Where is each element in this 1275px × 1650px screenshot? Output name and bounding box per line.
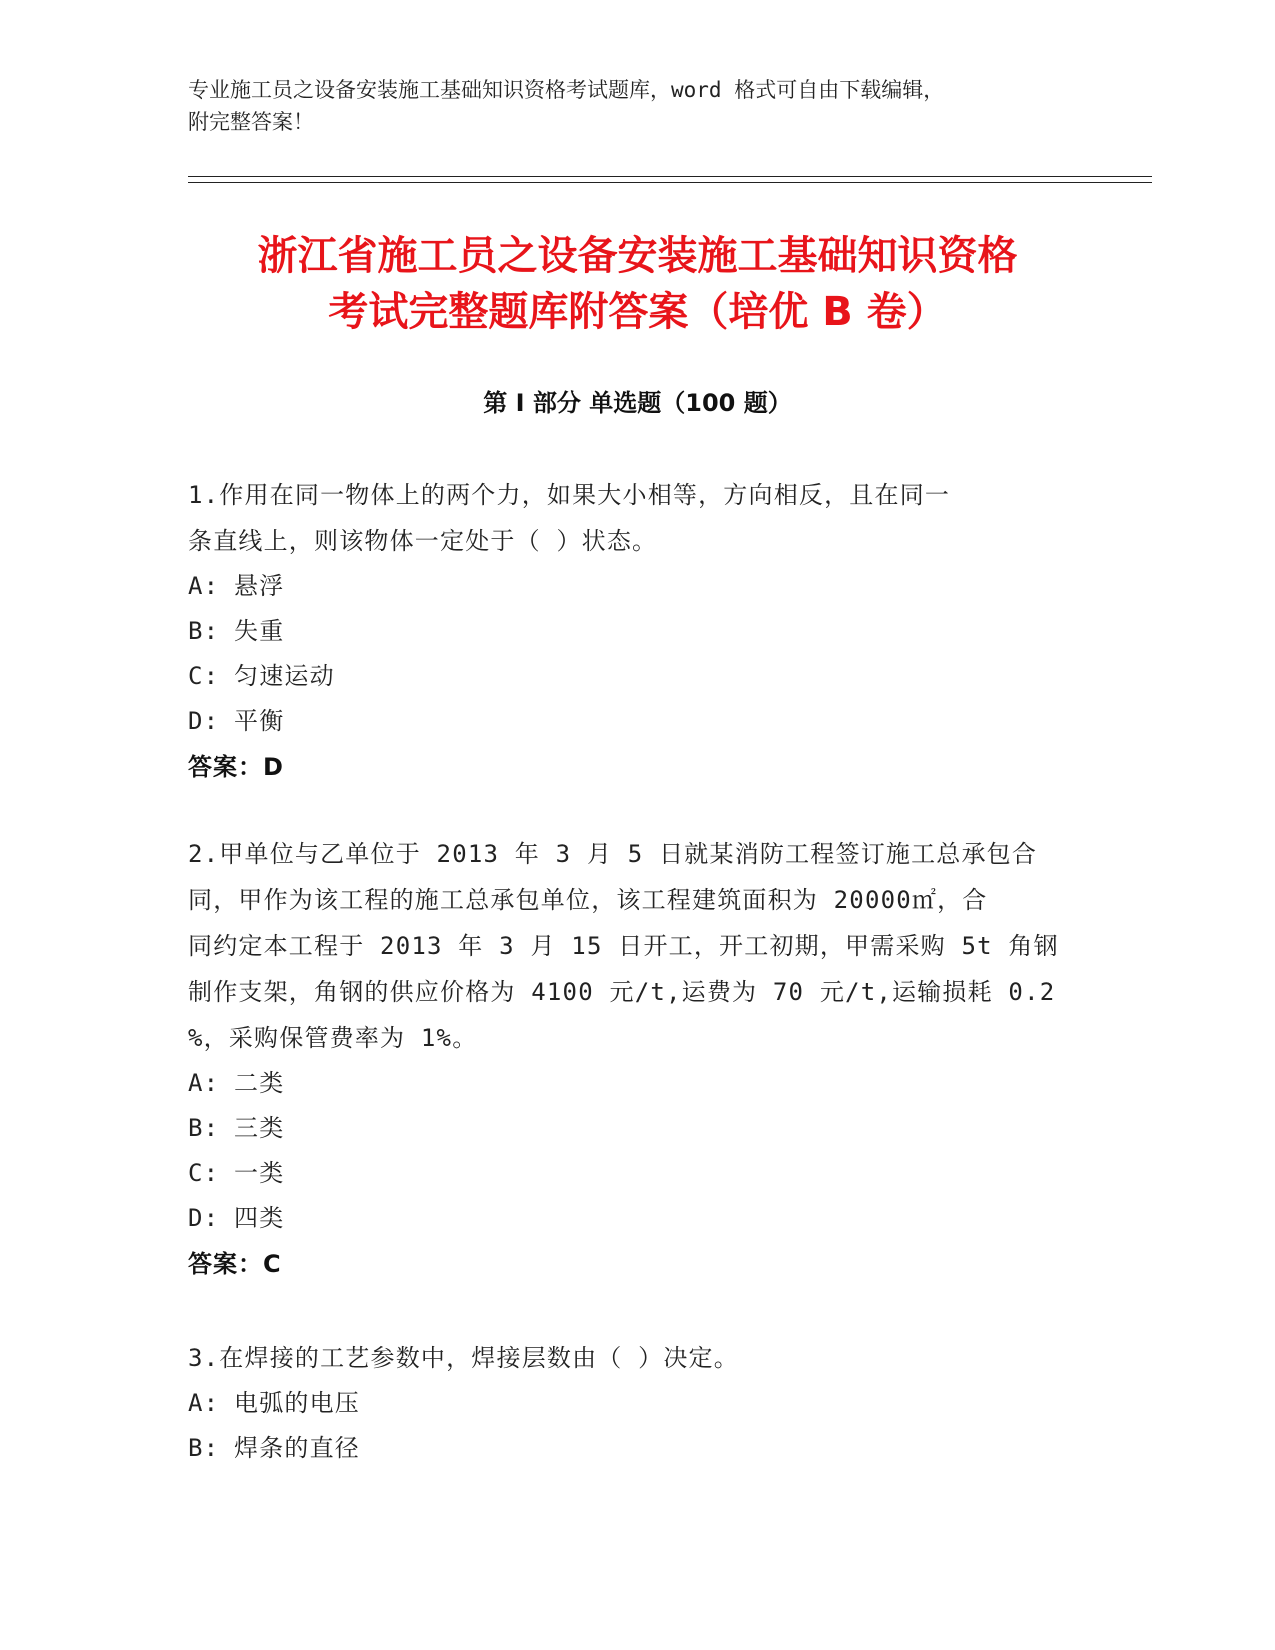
question-stem-line: %，采购保管费率为 1%。 (188, 1024, 478, 1052)
option-text: 三类 (234, 1114, 285, 1142)
option-text: 悬浮 (234, 572, 285, 600)
header-divider-top (188, 176, 1152, 177)
option-text: 失重 (234, 617, 285, 645)
question-stem-line: 1.作用在同一物体上的两个力，如果大小相等，方向相反，且在同一 (188, 481, 951, 509)
question-2 (188, 831, 1083, 1287)
option-key: C: (188, 662, 220, 690)
question-stem-line: 3.在焊接的工艺参数中，焊接层数由（ ）决定。 (188, 1344, 739, 1372)
header-note-line-2: 附完整答案！ (188, 110, 314, 134)
document-title (0, 228, 1275, 340)
option-key: A: (188, 1069, 220, 1097)
option-key: A: (188, 1389, 220, 1417)
question-1 (188, 472, 1083, 790)
option-d (188, 699, 1083, 744)
option-b (188, 1426, 1083, 1471)
option-text: 二类 (234, 1069, 285, 1097)
option-b (188, 1106, 1083, 1151)
question-stem-line: 同，甲作为该工程的施工总承包单位，该工程建筑面积为 20000㎡，合 (188, 886, 988, 914)
option-key: B: (188, 1114, 220, 1142)
option-key: A: (188, 572, 220, 600)
option-text: 电弧的电压 (234, 1389, 360, 1417)
option-a (188, 1381, 1083, 1426)
question-stem-line: 同约定本工程于 2013 年 3 月 15 日开工，开工初期，甲需采购 5t 角钢 (188, 932, 1059, 960)
option-key: B: (188, 1434, 220, 1462)
option-c (188, 1151, 1083, 1196)
option-b (188, 609, 1083, 654)
option-text: 平衡 (234, 707, 285, 735)
option-d (188, 1196, 1083, 1241)
answer: 答案：C (188, 1250, 282, 1278)
document-title-line-2: 考试完整题库附答案（培优 B 卷） (328, 289, 947, 335)
header-divider-bottom (188, 182, 1152, 183)
option-c (188, 654, 1083, 699)
answer: 答案：D (188, 753, 284, 781)
header-note (188, 74, 1088, 138)
option-a (188, 564, 1083, 609)
option-key: D: (188, 707, 220, 735)
section-heading: 第 I 部分 单选题（100 题） (483, 389, 792, 417)
option-text: 一类 (234, 1159, 285, 1187)
option-text: 焊条的直径 (234, 1434, 360, 1462)
question-stem-line: 2.甲单位与乙单位于 2013 年 3 月 5 日就某消防工程签订施工总承包合 (188, 840, 1038, 868)
option-key: B: (188, 617, 220, 645)
option-text: 四类 (234, 1204, 285, 1232)
option-a (188, 1061, 1083, 1106)
option-key: C: (188, 1159, 220, 1187)
option-key: D: (188, 1204, 220, 1232)
question-stem-line: 制作支架，角钢的供应价格为 4100 元/t,运费为 70 元/t,运输损耗 0.2 (188, 978, 1056, 1006)
header-note-line-1: 专业施工员之设备安装施工基础知识资格考试题库，word 格式可自由下载编辑， (188, 78, 945, 102)
question-stem-line: 条直线上，则该物体一定处于（ ）状态。 (188, 527, 658, 555)
question-3 (188, 1335, 1083, 1471)
document-title-line-1: 浙江省施工员之设备安装施工基础知识资格 (257, 233, 1018, 279)
option-text: 匀速运动 (234, 662, 335, 690)
